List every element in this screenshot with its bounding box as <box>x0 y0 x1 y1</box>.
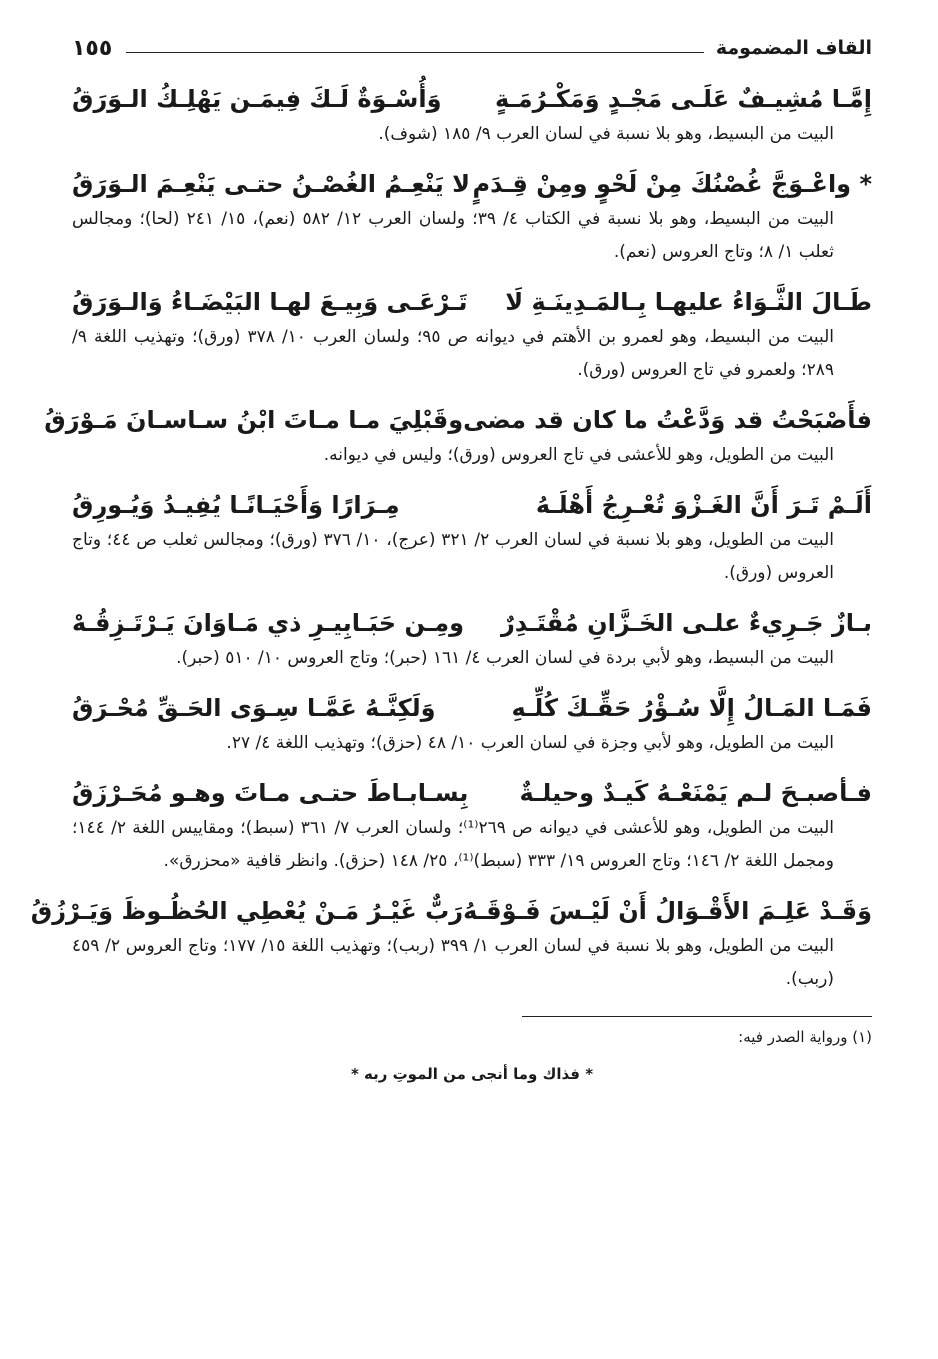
verse-line <box>72 283 872 321</box>
verse-line <box>72 689 872 727</box>
verse-commentary: البيت من الطويل، وهو لأبي وجزة في لسان العرب ١٠/ ٤٨ (حزق)؛ وتهذيب اللغة ٤/ ٢٧. <box>226 733 834 753</box>
verse-first-hemistich: وَقَـدْ عَلِـمَ الأَقْـوَالُ أَنْ لَيْـسَ فَـوْقَـهُ <box>463 897 872 925</box>
verse-entry <box>30 892 872 996</box>
verse-commentary: البيت من البسيط، وهو بلا نسبة في الكتاب ٤/ ٣٩؛ ولسان العرب ١٢/ ٥٨٢ (نعم)، ١٥/ ٢٤١ (لحا)؛ ومجالس ثعلب ١/ ٨؛ وتاج العروس (نعم). <box>72 209 834 262</box>
verse-second-hemistich: لا يَنْعِـمُ الغُصْـنُ حتـى يَنْعِـمَ الـوَرَقُ <box>72 170 470 198</box>
verse-entry <box>72 80 872 151</box>
verse-second-hemistich: وَأُسْـوَةٌ لَـكَ فِيمَـن يَهْلِـكُ الـوَرَقُ <box>72 85 442 113</box>
verse-first-hemistich: أَلَـمْ تَـرَ أَنَّ الغَـزْوَ تُعْـرِجُ أَهْلَـهُ <box>535 491 872 519</box>
footnote-divider <box>522 1016 872 1017</box>
verse-commentary: البيت من البسيط، وهو لعمرو بن الأهتم في ديوانه ص ٩٥؛ ولسان العرب ١٠/ ٣٧٨ (ورق)؛ وتهذيب اللغة ٩/ ٢٨٩؛ ولعمرو في تاج العروس (ورق). <box>72 327 834 380</box>
verse-line <box>72 165 872 203</box>
verse-second-hemistich: مِـرَارًا وَأَحْيَـانًـا يُفِيـدُ وَيُـورِقُ <box>72 491 400 519</box>
verse-line <box>72 774 872 812</box>
verse-second-hemistich: ومِـن حَبَـابِيـرِ ذي مَـاوَانَ يَـرْتَـزِقُـهْ <box>72 609 465 637</box>
verse-line <box>30 892 872 930</box>
verse-entry <box>72 165 872 269</box>
verse-entry <box>72 689 872 760</box>
page <box>30 30 872 1330</box>
verse-second-hemistich: وَلَكِنَّـهُ عَمَّـا سِـوَى الحَـقِّ مُحْـرَقُ <box>72 694 436 722</box>
verse-second-hemistich: وقَبْلِيَ مـا مـاتَ ابْنُ سـاسـانَ مَـوْرَقُ <box>44 406 464 434</box>
verse-entry <box>44 401 872 472</box>
section-title: القاف المضمومة <box>715 37 872 59</box>
verse-first-hemistich: فَمَـا المَـالُ إِلَّا سُـؤْرُ حَقِّـكَ كُلِّـهِ <box>511 694 872 722</box>
verse-commentary: البيت من الطويل، وهو بلا نسبة في لسان العرب ٢/ ٣٢١ (عرج)، ١٠/ ٣٧٦ (ورق)؛ ومجالس ثعلب ص ٤٤؛ وتاج العروس (ورق). <box>72 530 834 583</box>
verse-commentary: البيت من الطويل، وهو للأعشى في تاج العروس (ورق)؛ وليس في ديوانه. <box>323 445 834 465</box>
footnote-verse: * فذاك وما أنجى من الموتِ ربه * <box>350 1065 594 1083</box>
verse-line <box>44 401 872 439</box>
verse-first-hemistich: إِمَّـا مُشِيـفٌ عَلَـى مَجْـدٍ وَمَكْـرُمَـةٍ <box>495 85 872 113</box>
verse-entry <box>72 283 872 387</box>
page-header <box>72 30 872 66</box>
verse-second-hemistich: تَـرْعَـى وَبِيـعَ لهـا البَيْضَـاءُ وَالـوَرَقُ <box>72 288 468 316</box>
page-number: ١٥٥ <box>72 35 113 61</box>
verse-first-hemistich: * واعْـوَجَّ غُصْنُكَ مِنْ لَحْوٍ ومِنْ قِـدَمٍ <box>472 170 872 198</box>
verse-entry <box>72 774 872 878</box>
verse-line <box>72 486 872 524</box>
verse-line <box>72 604 872 642</box>
verse-commentary: البيت من البسيط، وهو لأبي بردة في لسان العرب ٤/ ١٦١ (حبر)؛ وتاج العروس ١٠/ ٥١٠ (حبر). <box>176 648 834 668</box>
verse-entry <box>72 486 872 590</box>
verse-entry <box>72 604 872 675</box>
verse-first-hemistich: فـأصبـحَ لـم يَمْنَعْـهُ كَيـدٌ وحيلـةٌ <box>519 779 872 807</box>
verse-first-hemistich: بـازٌ جَـرِيءٌ علـى الخَـزَّانِ مُقْتَـدِرٌ <box>500 609 872 637</box>
footnote: (١) ورواية الصدر فيه: <box>738 1028 872 1046</box>
header-rule <box>126 52 704 53</box>
verse-second-hemistich: رَبٌّ غَيْـرُ مَـنْ يُعْطِي الحُظُـوظَ وَيَـرْزُقُ <box>30 897 464 925</box>
entries-list <box>30 80 872 996</box>
verse-commentary: البيت من البسيط، وهو بلا نسبة في لسان العرب ٩/ ١٨٥ (شوف). <box>378 124 834 144</box>
verse-commentary: البيت من الطويل، وهو بلا نسبة في لسان العرب ١/ ٣٩٩ (ربب)؛ وتهذيب اللغة ١٥/ ١٧٧؛ وتاج العروس ٢/ ٤٥٩ (ربب). <box>72 936 835 989</box>
verse-first-hemistich: فأَصْبَحْتُ قد وَدَّعْتُ ما كان قد مضى <box>463 406 872 434</box>
verse-commentary: البيت من الطويل، وهو للأعشى في ديوانه ص ٢٦٩⁽¹⁾؛ ولسان العرب ٧/ ٣٦١ (سبط)؛ ومقاييس اللغة ٢/ ١٤٤؛ ومجمل اللغة ٢/ ١٤٦؛ وتاج العروس ١٩/ ٣٣٣ (سبط)⁽¹⁾، ٢٥/ ١٤٨ (حزق). وانظر قافية «محزرق». <box>72 818 834 871</box>
verse-line <box>72 80 872 118</box>
verse-second-hemistich: بِسـابـاطَ حتـى مـاتَ وهـو مُحَـرْزَقُ <box>72 779 469 807</box>
verse-first-hemistich: طَـالَ الثَّـوَاءُ عليهـا بِـالمَـدِينَـةِ لَا <box>505 288 872 316</box>
